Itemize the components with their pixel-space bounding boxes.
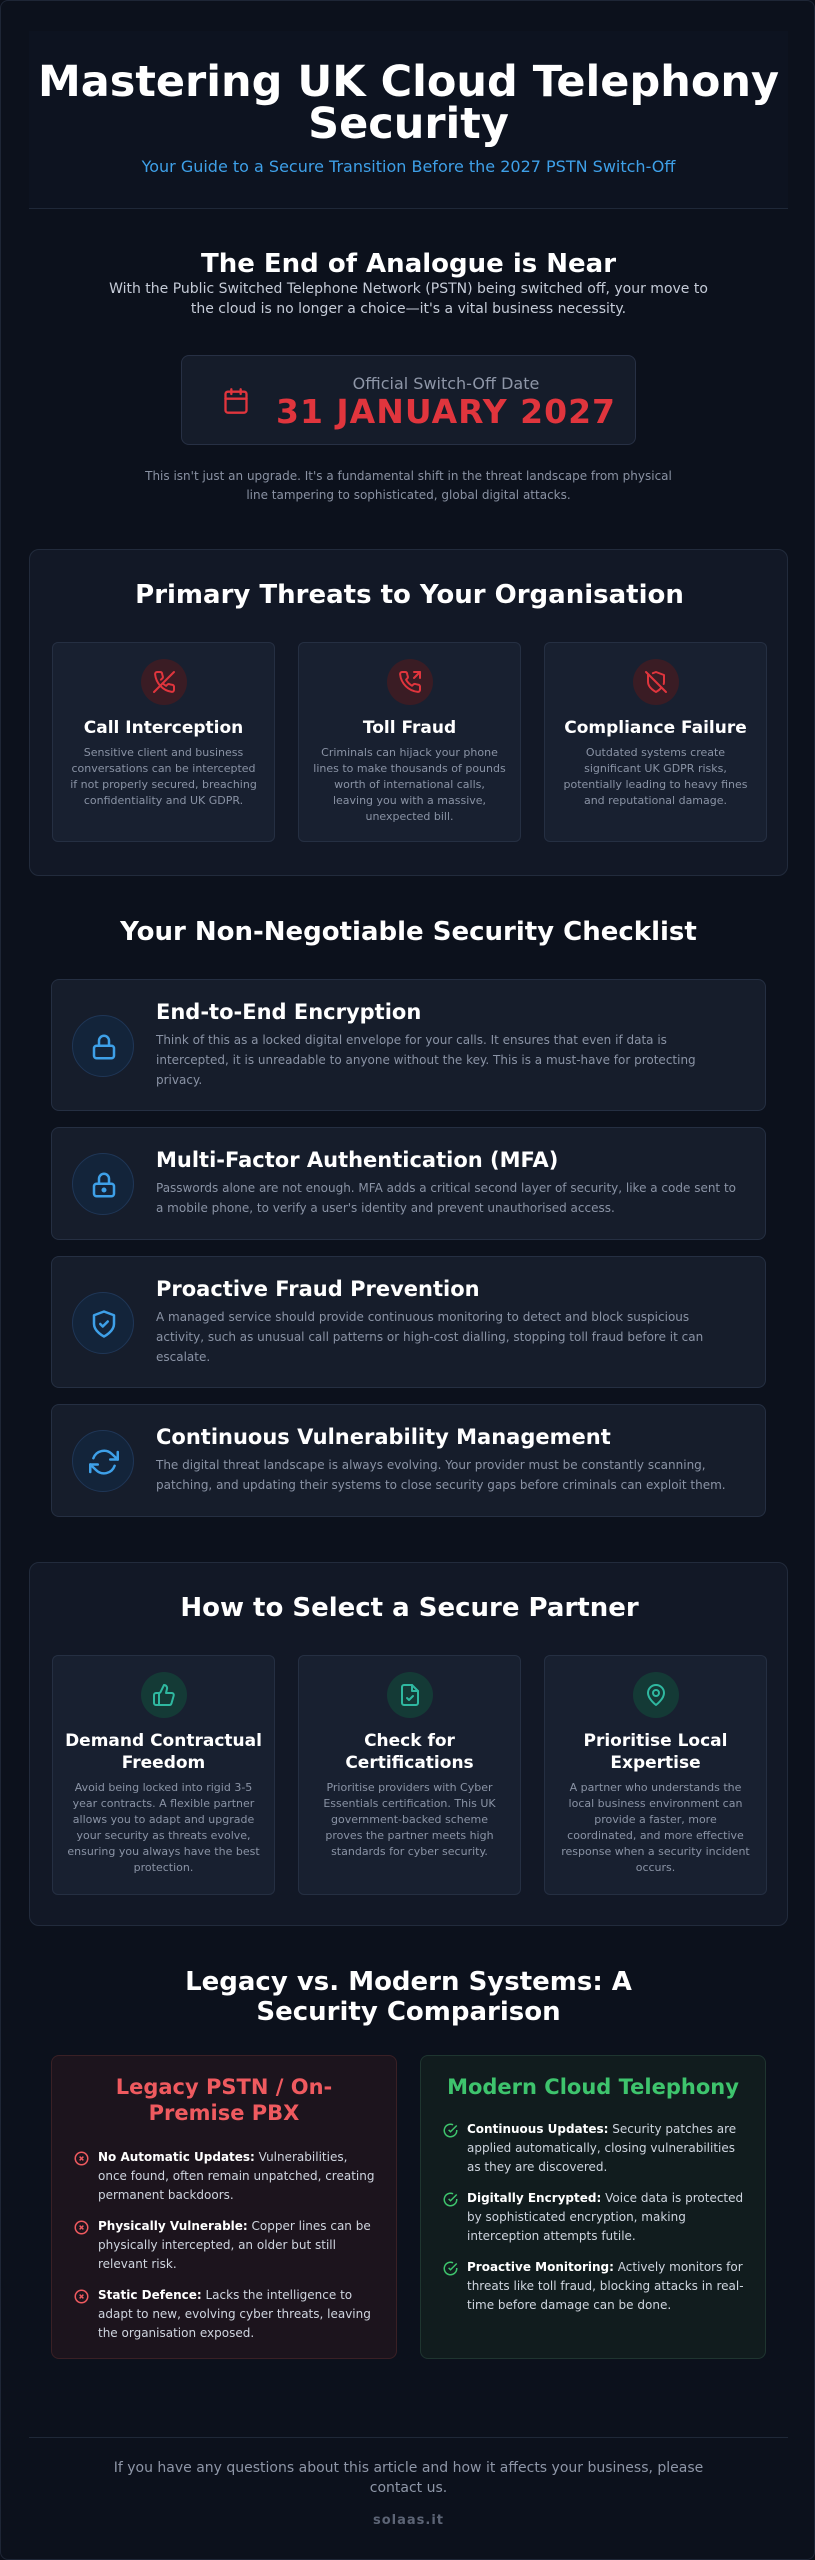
shield-off-icon [633, 659, 679, 705]
phone-outgoing-icon [387, 659, 433, 705]
partner-card-certifications [298, 1655, 521, 1895]
checklist-item-title: End-to-End Encryption [156, 1000, 422, 1024]
x-circle-icon [74, 2289, 89, 2304]
checklist-item-vulnerability [51, 1404, 766, 1517]
legacy-list-item [74, 2217, 376, 2274]
check-circle-icon [443, 2192, 458, 2207]
calendar-icon [222, 386, 250, 416]
checklist-item-title: Multi-Factor Authentication (MFA) [156, 1148, 559, 1172]
threat-text: Criminals can hijack your phone lines to make thousands of pounds worth of international calls, leaving you with a massive, unexpected bill. [313, 746, 506, 823]
partner-card-contract [52, 1655, 275, 1895]
partner-card-text: Avoid being locked into rigid 3-5 year contracts. A flexible partner allows you to adapt and upgrade your security as threats evolve, ensuring you always have the best protection. [67, 1781, 260, 1874]
checklist-item-title: Continuous Vulnerability Management [156, 1425, 611, 1449]
intro-note: This isn't just an upgrade. It's a fundamental shift in the threat landscape from physical line tampering to sophisticated, global digital attacks. [145, 469, 672, 502]
modern-list-item [443, 2258, 745, 2315]
footer-divider [29, 2437, 788, 2438]
shield-check-icon [72, 1292, 134, 1354]
comparison-title: Legacy vs. Modern Systems: A Security Comparison [185, 1967, 632, 2027]
modern-item-text: Security patches are applied automatically, closing vulnerabilities as they are discovered. [467, 2122, 737, 2174]
partner-card-title: Demand Contractual Freedom [65, 1731, 262, 1773]
threat-title: Compliance Failure [564, 718, 747, 738]
modern-item-bold: Digitally Encrypted: [467, 2191, 602, 2205]
checklist-item-mfa [51, 1127, 766, 1240]
legacy-list-item [74, 2286, 376, 2343]
hero-header [29, 31, 788, 209]
map-pin-icon [633, 1672, 679, 1718]
checklist-item-fraud-prevention [51, 1256, 766, 1388]
legacy-item-bold: No Automatic Updates: [98, 2150, 255, 2164]
checklist-item-text: The digital threat landscape is always evolving. Your provider must be constantly scanning, patching, and updating their systems to close security gaps before criminals can exploit them. [156, 1458, 726, 1492]
checklist-item-title: Proactive Fraud Prevention [156, 1277, 480, 1301]
modern-title: Modern Cloud Telephony [447, 2075, 739, 2099]
legacy-list [74, 2148, 376, 2355]
footer-brand[interactable]: solaas.it [372, 2513, 445, 2528]
refresh-icon [72, 1430, 134, 1492]
threat-card-compliance [544, 642, 767, 842]
partner-card-title: Check for Certifications [345, 1731, 474, 1773]
modern-systems-card [420, 2055, 766, 2359]
switch-off-date-box [181, 355, 636, 445]
legacy-list-item [74, 2148, 376, 2205]
x-circle-icon [74, 2151, 89, 2166]
partner-card-local [544, 1655, 767, 1895]
threat-text: Sensitive client and business conversations can be intercepted if not properly secured, breaching confidentiality and UK GDPR. [70, 746, 257, 807]
modern-list [443, 2120, 745, 2327]
threat-text: Outdated systems create significant UK GDPR risks, potentially leading to heavy fines and reputational damage. [563, 746, 748, 807]
threat-card-interception [52, 642, 275, 842]
x-circle-icon [74, 2220, 89, 2235]
partner-card-text: Prioritise providers with Cyber Essentials certification. This UK government-backed scheme proves the partner meets high standards for cyber security. [323, 1781, 496, 1858]
legacy-item-bold: Physically Vulnerable: [98, 2219, 248, 2233]
checklist-item-text: Passwords alone are not enough. MFA adds a critical second layer of security, like a code sent to a mobile phone, to verify a user's identity and prevent unauthorised access. [156, 1181, 736, 1215]
modern-item-bold: Proactive Monitoring: [467, 2260, 614, 2274]
threat-card-toll-fraud [298, 642, 521, 842]
lock-keyhole-icon [72, 1153, 134, 1215]
partner-title: How to Select a Secure Partner [180, 1593, 639, 1623]
date-label: Official Switch-Off Date [352, 374, 540, 393]
checklist-item-text: A managed service should provide continuous monitoring to detect and block suspicious activity, such as unusual call patterns or high-cost dialling, stopping toll fraud before it can escalate. [156, 1310, 704, 1364]
partner-card-text: A partner who understands the local business environment can provide a faster, more coordinated, and more effective response when a security incident occurs. [561, 1781, 750, 1874]
partner-card-title: Prioritise Local Expertise [583, 1731, 728, 1773]
legacy-systems-card [51, 2055, 397, 2359]
threats-panel [29, 549, 788, 876]
file-check-icon [387, 1672, 433, 1718]
threat-title: Toll Fraud [362, 718, 457, 738]
date-value: 31 JANUARY 2027 [275, 392, 616, 431]
check-circle-icon [443, 2261, 458, 2276]
check-circle-icon [443, 2123, 458, 2138]
page-subtitle: Your Guide to a Secure Transition Before the 2027 PSTN Switch-Off [141, 157, 676, 176]
legacy-title: Legacy PSTN / On-Premise PBX [115, 2075, 333, 2125]
modern-item-text: Actively monitors for threats like toll fraud, blocking attacks in real-time before damage can be done. [467, 2260, 744, 2312]
phone-off-icon [141, 659, 187, 705]
thumbs-up-icon [141, 1672, 187, 1718]
modern-item-bold: Continuous Updates: [467, 2122, 609, 2136]
legacy-item-text: Vulnerabilities, once found, often remain unpatched, creating permanent backdoors. [98, 2150, 375, 2202]
checklist-item-encryption [51, 979, 766, 1111]
lock-icon [72, 1015, 134, 1077]
footer-text: If you have any questions about this article and how it affects your business, please contact us. [113, 2460, 704, 2496]
checklist-title: Your Non-Negotiable Security Checklist [120, 917, 697, 947]
modern-list-item [443, 2189, 745, 2246]
modern-list-item [443, 2120, 745, 2177]
checklist-item-text: Think of this as a locked digital envelope for your calls. It ensures that even if data is intercepted, it is unreadable to anyone without the key. This is a must-have for protecting privacy. [156, 1033, 696, 1087]
legacy-item-text: Copper lines can be physically intercepted, an older but still relevant risk. [98, 2219, 371, 2271]
page-title: Mastering UK Cloud Telephony Security [37, 57, 780, 149]
modern-item-text: Voice data is protected by sophisticated encryption, making interception attempts futile. [467, 2191, 744, 2243]
partner-panel [29, 1562, 788, 1926]
threat-title: Call Interception [83, 718, 244, 738]
legacy-item-text: Lacks the intelligence to adapt to new, evolving cyber threats, leaving the organisation exposed. [98, 2288, 371, 2340]
legacy-item-bold: Static Defence: [98, 2288, 202, 2302]
intro-text: With the Public Switched Telephone Network (PSTN) being switched off, your move to the cloud is no longer a choice—it's a vital business necessity. [109, 281, 708, 317]
threats-title: Primary Threats to Your Organisation [135, 580, 684, 610]
intro-title: The End of Analogue is Near [200, 249, 617, 279]
